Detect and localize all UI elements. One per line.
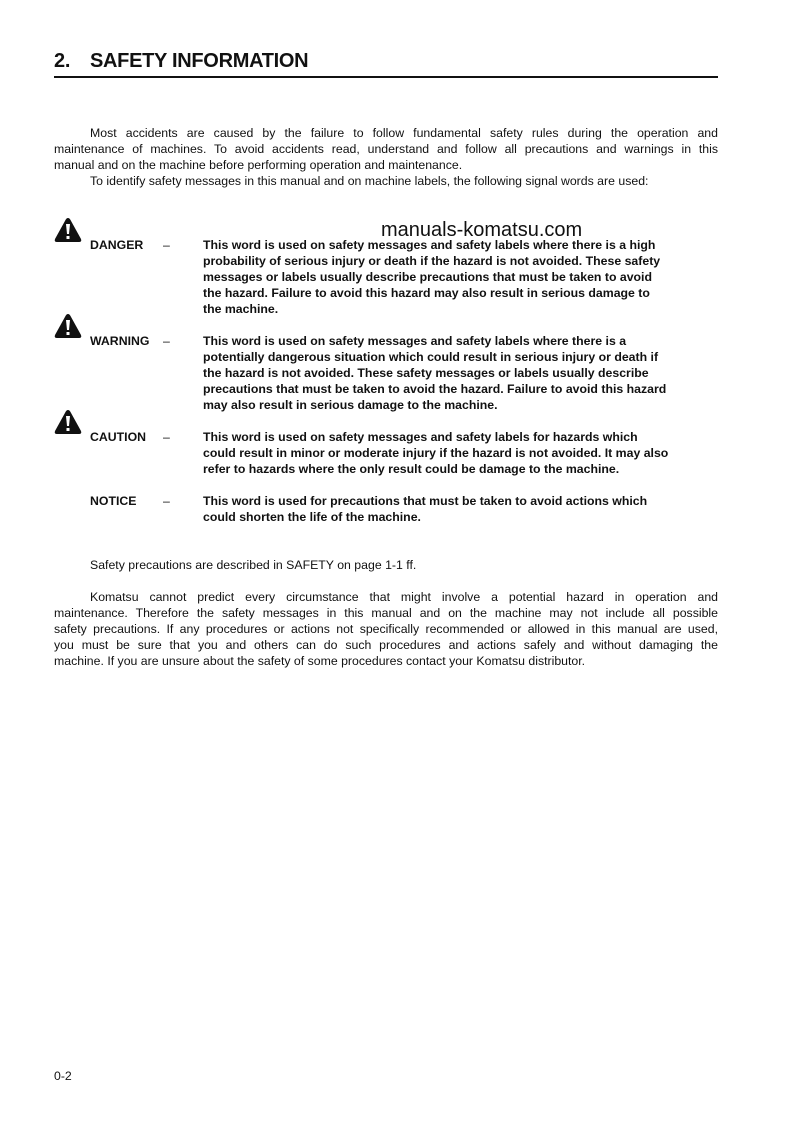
signal-label: WARNING [90, 334, 150, 348]
text-line: manual and on the machine before performing operation and maintenance. [54, 158, 463, 172]
text-line: maintenance of machines. To avoid accidents read, understand and follow all precautions and warnings in this [54, 142, 718, 156]
section-number: 2. [54, 50, 71, 72]
text-line: This word is used on safety messages and safety labels where there is a high [203, 238, 656, 252]
section-title: SAFETY INFORMATION [90, 50, 309, 72]
text-line: could shorten the life of the machine. [203, 510, 421, 524]
text-line: the hazard. Failure to avoid this hazard may also result in serious damage to [203, 286, 650, 300]
text-line: This word is used on safety messages and safety labels for hazards which [203, 430, 638, 444]
signal-description [203, 237, 717, 317]
signal-entry-warning [54, 333, 718, 412]
signal-description [203, 333, 717, 413]
reference-paragraph [54, 557, 718, 573]
text-line: potentially dangerous situation which could result in serious injury or death if [203, 350, 659, 364]
text-line: precautions that must be taken to avoid the hazard. Failure to avoid this hazard [203, 382, 667, 396]
signal-entry-danger [54, 237, 718, 316]
warning-triangle-icon [54, 409, 82, 435]
signal-label: NOTICE [90, 494, 137, 508]
text-line: the hazard is not avoided. These safety messages or labels usually describe [203, 366, 649, 380]
text-line: This word is used on safety messages and safety labels where there is a [203, 334, 627, 348]
signal-label: DANGER [90, 238, 144, 252]
signal-label: CAUTION [90, 430, 147, 444]
text-line: refer to hazards where the only result could be damage to the machine. [203, 462, 620, 476]
text-line: machine. If you are unsure about the safety of some procedures contact your Komatsu distributor. [54, 654, 586, 668]
signal-description [203, 493, 717, 525]
warning-triangle-icon [54, 313, 82, 339]
warning-triangle-icon [54, 217, 82, 243]
text-line: may also result in serious damage to the machine. [203, 398, 498, 412]
signal-intro: To identify safety messages in this manual and on machine labels, the following signal words are used: [90, 174, 649, 188]
text-line: probability of serious injury or death if the hazard is not avoided. These safety [203, 254, 661, 268]
text-line: could result in minor or moderate injury if the hazard is not avoided. It may also [203, 446, 669, 460]
page-title [54, 50, 308, 73]
closing-paragraph [54, 589, 718, 669]
page-number: 0-2 [54, 1069, 72, 1083]
signal-dash: – [163, 430, 170, 444]
text-line: safety precautions. If any procedures or actions not specifically recommended or allowed in this manual are used, [54, 622, 718, 636]
signal-description [203, 429, 717, 477]
signal-dash: – [163, 334, 170, 348]
intro-paragraph [54, 125, 718, 189]
text-line: maintenance. Therefore the safety messages in this manual and on the machine may not include all possible [54, 606, 718, 620]
text-line: Safety precautions are described in SAFETY on page 1-1 ff. [90, 558, 417, 572]
signal-dash: – [163, 494, 170, 508]
title-rule [54, 76, 718, 78]
text-line: messages or labels usually describe precautions that must be taken to avoid [203, 270, 652, 284]
signal-entry-caution [54, 429, 718, 476]
text-line: you must be sure that you and others can do such procedures and actions safely and without damaging the [54, 638, 718, 652]
signal-dash: – [163, 238, 170, 252]
text-line: Most accidents are caused by the failure to follow fundamental safety rules during the operation and [90, 126, 718, 140]
watermark: manuals-komatsu.com [381, 219, 583, 241]
text-line: Komatsu cannot predict every circumstance that might involve a potential hazard in operation and [90, 590, 718, 604]
text-line: This word is used for precautions that must be taken to avoid actions which [203, 494, 648, 508]
signal-entry-notice [54, 493, 718, 524]
text-line: the machine. [203, 302, 279, 316]
